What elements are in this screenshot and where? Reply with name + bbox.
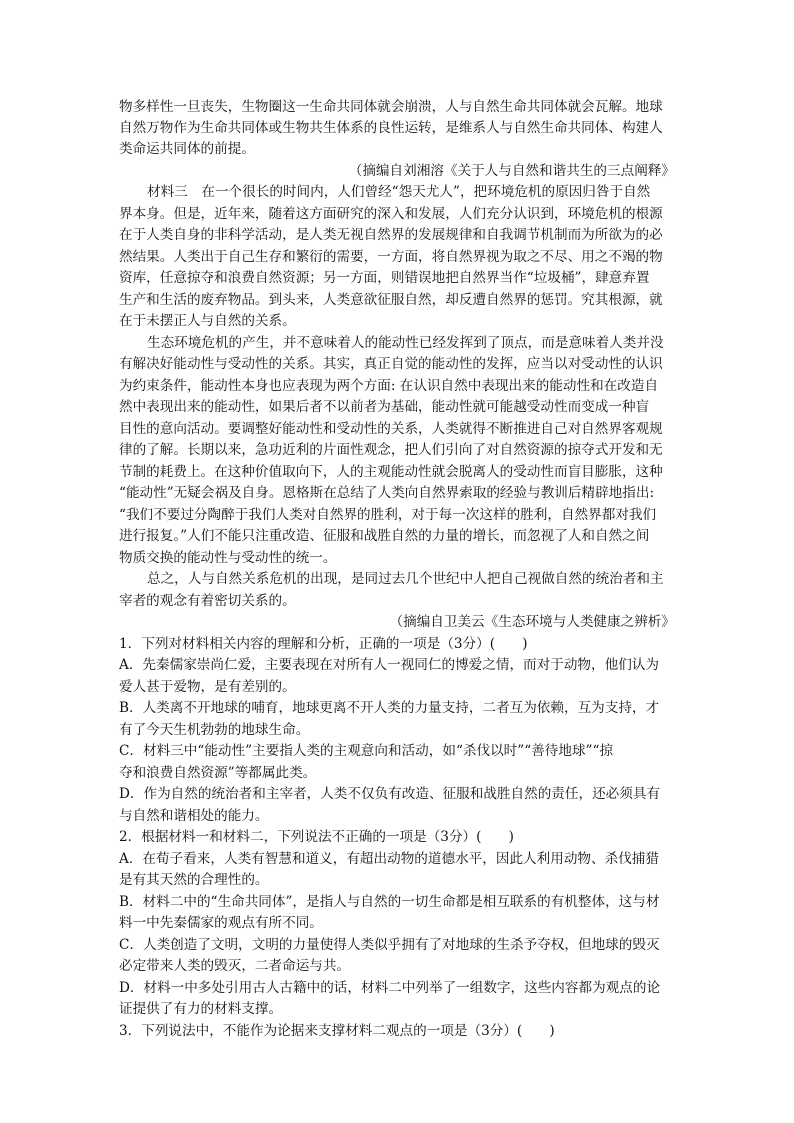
material3-line: “我们不要过分陶醉于我们人类对自然界的胜利，对于每一次这样的胜利，自然界都对我们 <box>119 507 657 523</box>
citation-material2: （摘编自刘湘溶《关于人与自然和谐共生的三点阐释》 <box>348 163 675 179</box>
material3-line: 总之，人与自然关系危机的出现，是同过去几个世纪中人把自己视做自然的统治者和主 <box>147 571 664 587</box>
material3-line: 为约束条件，能动性本身也应表现为两个方面: 在认识自然中表现出来的能动性和在改造自 <box>119 378 659 394</box>
question-2-option-b: B．材料二中的“生命共同体”，是指人与自然的一切生命都是相互联系的有机整体，这与材 <box>119 894 660 910</box>
material3-line: 资库，任意掠夺和浪费自然资源；另一方面，则错误地把自然界当作“垃圾桶”，肆意弃置 <box>119 270 650 286</box>
question-2-option-d-cont: 证提供了有力的材料支撑。 <box>119 1001 283 1017</box>
question-3-stem: 3．下列说法中，不能作为论据来支撑材料二观点的一项是（3分）( ) <box>119 1023 555 1039</box>
question-2-option-b-cont: 料一中先秦儒家的观点有所不同。 <box>119 915 323 931</box>
material2-line: 自然万物作为生命共同体或生物共生体系的良性运转，是维系人与自然生命共同体、构建人 <box>119 120 663 136</box>
material3-line: 然结果。人类出于自己生存和繁衍的需要，一方面，将自然界视为取之不尽、用之不竭的物 <box>119 249 663 265</box>
question-2-option-a: A．在荀子看来，人类有智慧和道义，有超出动物的道德水平，因此人利用动物、杀伐捕猎 <box>119 851 659 867</box>
question-2-option-a-cont: 是有其天然的合理性的。 <box>119 872 269 888</box>
question-2-stem: 2．根据材料一和材料二，下列说法不正确的一项是（3分）( ) <box>119 829 514 845</box>
material3-line: 宰者的观念有着密切关系的。 <box>119 593 296 609</box>
material3-line: 生态环境危机的产生，并不意味着人的能动性已经发挥到了顶点，而是意味着人类并没 <box>147 335 664 351</box>
material3-line: 界本身。但是，近年来，随着这方面研究的深入和发展，人们充分认识到，环境危机的根源 <box>119 206 663 222</box>
material3-line: “能动性”无疑会祸及自身。恩格斯在总结了人类向自然界索取的经验与教训后精辟地指出: <box>119 485 655 501</box>
material2-line: 物多样性一旦丧失，生物圈这一生命共同体就会崩溃，人与自然生命共同体就会瓦解。地球 <box>119 99 663 115</box>
material3-line: 物质交换的能动性与受动性的统一。 <box>119 550 337 566</box>
material3-line: 节制的耗费上。在这种价值取向下，人的主观能动性就会脱离人的受动性而盲目膨胀，这种 <box>119 464 663 480</box>
material3-heading-line: 材料三 在一个很长的时间内，人们曾经“怨天尤人”，把环境危机的原因归咎于自然 <box>147 184 651 200</box>
material3-line: 然中表现出来的能动性，如果后者不以前者为基础，能动性就可能越受动性而变成一种盲 <box>119 399 650 415</box>
question-2-option-c: C．人类创造了文明，文明的力量使得人类似乎拥有了对地球的生杀予夺权，但地球的毁灭 <box>119 937 660 953</box>
material2-line: 类命运共同体的前提。 <box>119 141 255 157</box>
question-1-option-d: D．作为自然的统治者和主宰者，人类不仅负有改造、征服和战胜自然的责任，还必须具有 <box>119 786 661 802</box>
question-1-option-c: C．材料三中“能动性”主要指人类的主观意向和活动，如“杀伐以时”“善待地球”“掠 <box>119 743 614 759</box>
material3-line: 律的了解。长期以来，急功近利的片面性观念，把人们引向了对自然资源的掠夺式开发和无 <box>119 442 663 458</box>
question-1-option-b-cont: 有了今天生机勃勃的地球生命。 <box>119 722 310 738</box>
question-1-option-a-cont: 爱人甚于爱物，是有差别的。 <box>119 679 296 695</box>
material3-line: 目性的意向活动。要调整好能动性和受动性的关系，人类就得不断推进自己对自然界客观规 <box>119 421 663 437</box>
question-1-option-c-cont: 夺和浪费自然资源”等都属此类。 <box>119 765 317 781</box>
citation-material3: （摘编自卫美云《生态环境与人类健康之辨析》 <box>389 614 675 630</box>
question-2-option-d: D．材料一中多处引用古人古籍中的话，材料二中列举了一组数字，这些内容都为观点的论 <box>119 980 661 996</box>
question-1-stem: 1．下列对材料相关内容的理解和分析，正确的一项是（3分）( ) <box>119 636 528 652</box>
question-1-option-d-cont: 与自然和谐相处的能力。 <box>119 808 269 824</box>
question-2-option-c-cont: 必定带来人类的毁灭，二者命运与共。 <box>119 958 351 974</box>
material3-line: 在于未摆正人与自然的关系。 <box>119 313 296 329</box>
question-1-option-a: A．先秦儒家崇尚仁爱，主要表现在对所有人一视同仁的博爱之情，而对于动物，他们认为 <box>119 657 659 673</box>
material3-line: 生产和生活的废弃物品。到头来，人类意欲征服自然，却反遭自然界的惩罚。究其根源，就 <box>119 292 663 308</box>
material3-line: 有解决好能动性与受动性的关系。其实，真正自觉的能动性的发挥，应当以对受动性的认识 <box>119 356 663 372</box>
material3-line: 进行报复。”人们不能只注重改造、征服和战胜自然的力量的增长，而忽视了人和自然之间 <box>119 528 650 544</box>
question-1-option-b: B．人类离不开地球的哺育，地球更离不开人类的力量支持，二者互为依赖，互为支持，才 <box>119 700 660 716</box>
material3-line: 在于人类自身的非科学活动，是人类无视自然界的发展规律和自我调节机制而为所欲为的必 <box>119 227 663 243</box>
